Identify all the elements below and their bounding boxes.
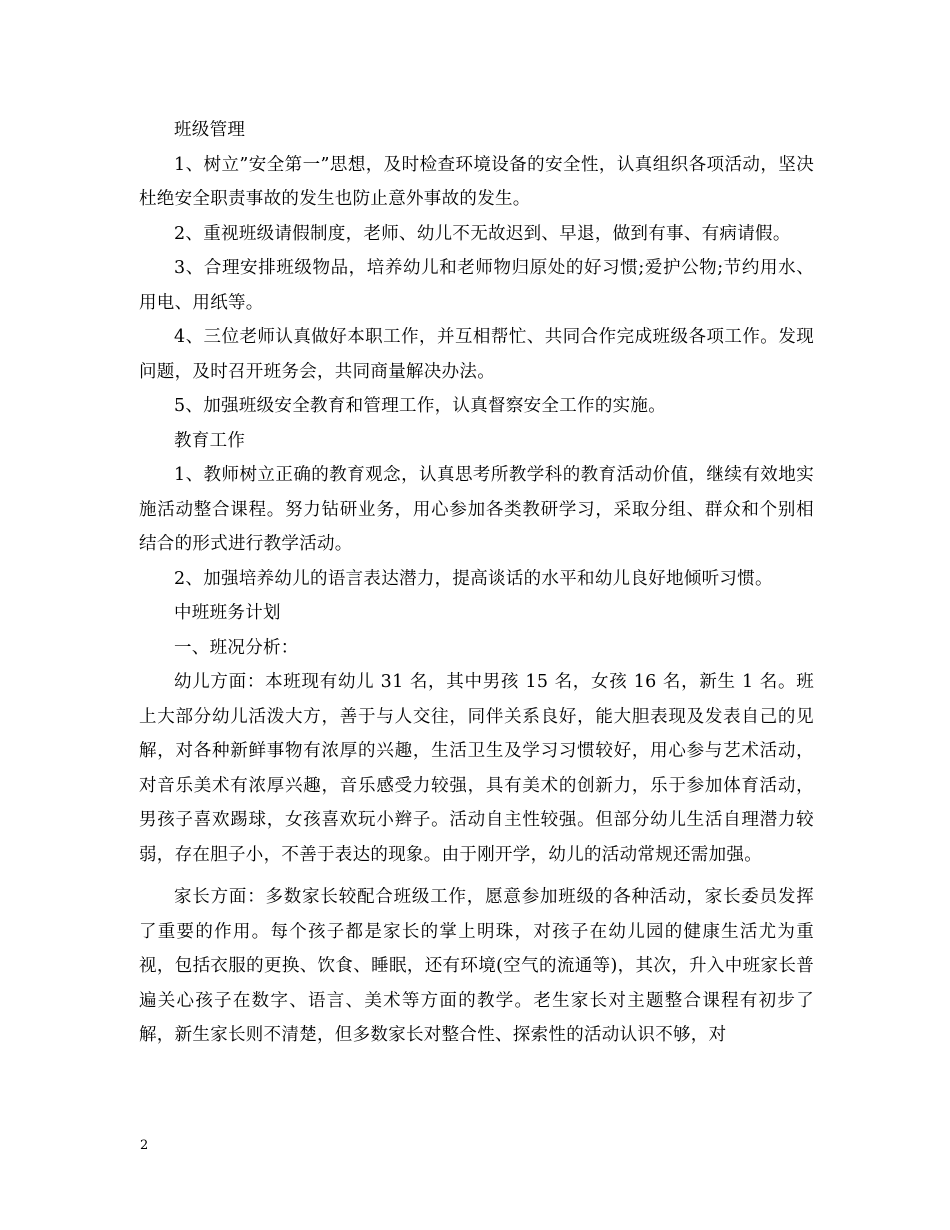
paragraph-parents-aspect: 家长方面：多数家长较配合班级工作，愿意参加班级的各种活动，家长委员发挥了重要的作用。每个孩子都是家长的掌上明珠，对孩子在幼儿园的健康生活尤为重视，包括衣服的更换、饮食、睡眠，还有环境(空气的流通等)，其次，升入中班家长普遍关心孩子在数字、语言、美术等方面的教学。老生家长对主题整合课程有初步了解，新生家长则不清楚，但多数家长对整合性、探索性的活动认识不够，对 bbox=[139, 887, 814, 1045]
section-heading-middle-class-plan: 中班班务计划 bbox=[174, 603, 281, 623]
section-heading-class-analysis: 一、班况分析： bbox=[174, 637, 299, 658]
paragraph-edu-item-1: 1、教师树立正确的教育观念，认真思考所教学科的教育活动价值，继续有效地实施活动整合课程。努力钻研业务，用心参加各类教研学习，采取分组、群众和个别相结合的形式进行教学活动。 bbox=[139, 465, 814, 554]
page-number: 2 bbox=[140, 1138, 149, 1153]
paragraph-item-2: 2、重视班级请假制度，老师、幼儿不无故迟到、早退，做到有事、有病请假。 bbox=[174, 223, 791, 244]
paragraph-edu-item-2: 2、加强培养幼儿的语言表达潜力，提高谈话的水平和幼儿良好地倾听习惯。 bbox=[174, 568, 773, 589]
section-heading-education-work: 教育工作 bbox=[174, 430, 246, 451]
paragraph-item-4: 4、三位老师认真做好本职工作，并互相帮忙、共同合作完成班级各项工作。发现问题，及时召开班务会，共同商量解决办法。 bbox=[139, 327, 814, 382]
paragraph-item-3: 3、合理安排班级物品，培养幼儿和老师物归原处的好习惯;爱护公物;节约用水、用电、用纸等。 bbox=[139, 258, 814, 313]
paragraph-item-5: 5、加强班级安全教育和管理工作，认真督察安全工作的实施。 bbox=[174, 396, 667, 416]
paragraph-children-aspect: 幼儿方面：本班现有幼儿 31 名，其中男孩 15 名，女孩 16 名，新生 1 名。班上大部分幼儿活泼大方，善于与人交往，同伴关系良好，能大胆表现及发表自己的见解，对各种新鲜事物有浓厚的兴趣，生活卫生及学习习惯较好，用心参与艺术活动，对音乐美术有浓厚兴趣，音乐感受力较强，具有美术的创新力，乐于参加体育活动，男孩子喜欢踢球，女孩喜欢玩小辫子。活动自主性较强。但部分幼儿生活自理潜力较弱，存在胆子小，不善于表达的现象。由于刚开学，幼儿的活动常规还需加强。 bbox=[139, 672, 814, 865]
document-body bbox=[139, 113, 814, 1053]
paragraph-item-1: 1、树立”安全第一”思想，及时检查环境设备的安全性，认真组织各项活动，坚决杜绝安全职责事故的发生也防止意外事故的发生。 bbox=[139, 154, 814, 209]
section-heading-class-management: 班级管理 bbox=[174, 120, 246, 140]
